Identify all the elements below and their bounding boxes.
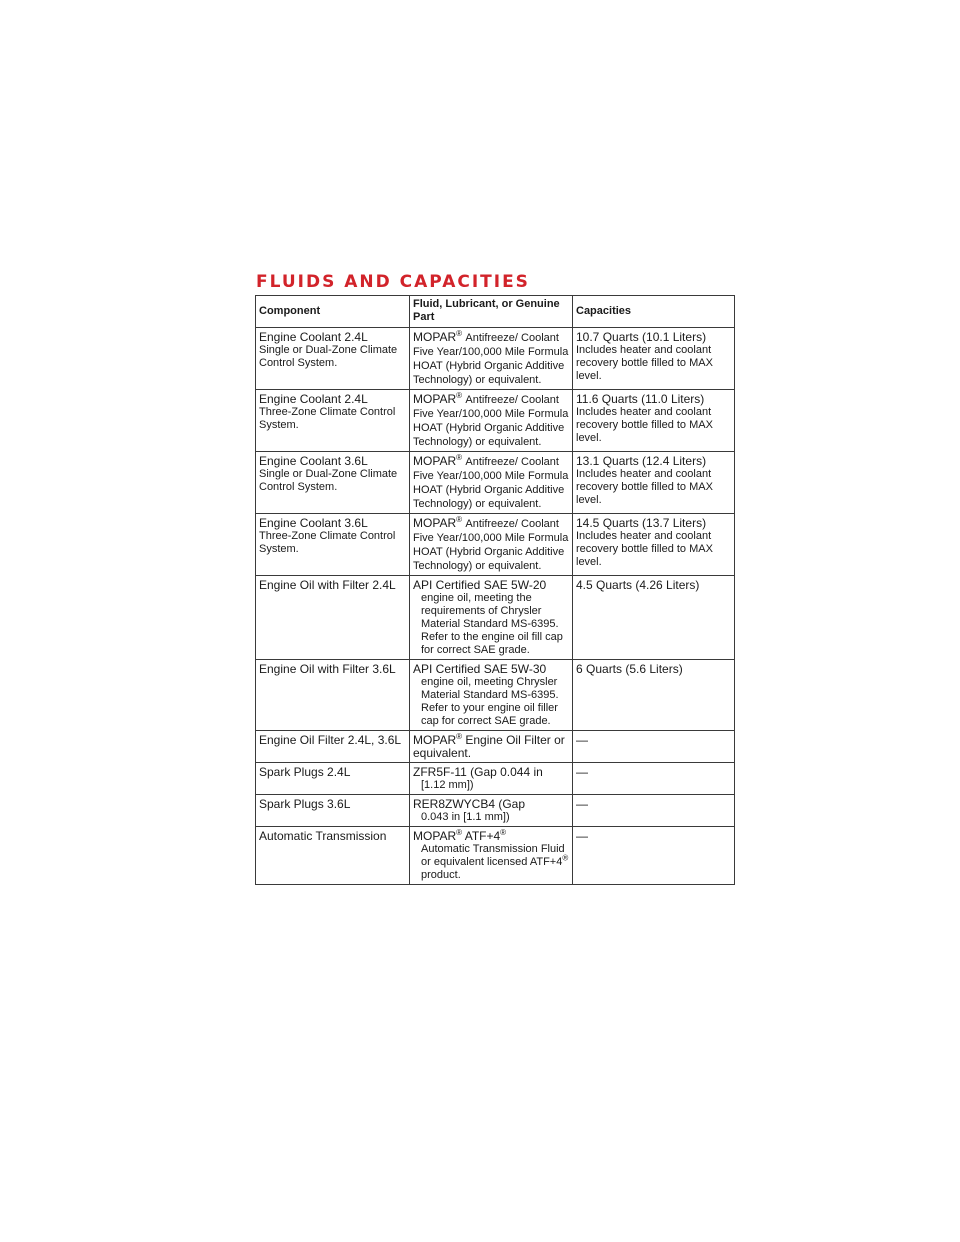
registered-mark: ® (562, 853, 569, 863)
capacity-cell: — (573, 827, 735, 885)
registered-mark: ® (456, 828, 463, 837)
registered-mark: ® (456, 329, 463, 338)
capacity-cell: 13.1 Quarts (12.4 Liters) Includes heater and coolant recovery bottle filled to MAX level. (573, 452, 735, 514)
table-row (256, 576, 735, 660)
capacity-cell: 6 Quarts (5.6 Liters) (573, 660, 735, 731)
component-cell: Engine Coolant 2.4L Single or Dual-Zone Climate Control System. (256, 328, 410, 390)
fluid-cell: MOPAR® Antifreeze/ Coolant Five Year/100,000 Mile Formula HOAT (Hybrid Organic Additive Technology) or equivalent. (410, 452, 573, 514)
table-header-row (256, 296, 735, 328)
section-title: FLUIDS AND CAPACITIES (256, 272, 530, 292)
fluid-cell: RER8ZWYCB4 (Gap 0.043 in [1.1 mm]) (410, 795, 573, 827)
fluid-cell: MOPAR® Engine Oil Filter or equivalent. (410, 731, 573, 763)
registered-mark: ® (500, 828, 507, 837)
component-cell: Engine Coolant 3.6L Single or Dual-Zone Climate Control System. (256, 452, 410, 514)
registered-mark: ® (456, 732, 463, 741)
table-row (256, 390, 735, 452)
capacity-cell: 14.5 Quarts (13.7 Liters) Includes heater and coolant recovery bottle filled to MAX level. (573, 514, 735, 576)
registered-mark: ® (456, 453, 463, 462)
fluid-cell: MOPAR® Antifreeze/ Coolant Five Year/100,000 Mile Formula HOAT (Hybrid Organic Additive Technology) or equivalent. (410, 328, 573, 390)
capacity-cell: 10.7 Quarts (10.1 Liters) Includes heater and coolant recovery bottle filled to MAX level. (573, 328, 735, 390)
fluid-cell: MOPAR® ATF+4® Automatic Transmission Fluid or equivalent licensed ATF+4® product. (410, 827, 573, 885)
table-row (256, 514, 735, 576)
header-component: Component (256, 296, 410, 328)
fluid-cell: MOPAR® Antifreeze/ Coolant Five Year/100,000 Mile Formula HOAT (Hybrid Organic Additive Technology) or equivalent. (410, 390, 573, 452)
component-cell: Engine Coolant 2.4L Three-Zone Climate Control System. (256, 390, 410, 452)
table-row (256, 763, 735, 795)
component-cell: Engine Oil Filter 2.4L, 3.6L (256, 731, 410, 763)
fluid-cell: ZFR5F-11 (Gap 0.044 in [1.12 mm]) (410, 763, 573, 795)
table-row (256, 660, 735, 731)
component-cell: Automatic Transmission (256, 827, 410, 885)
registered-mark: ® (456, 515, 463, 524)
component-cell: Spark Plugs 2.4L (256, 763, 410, 795)
component-cell: Spark Plugs 3.6L (256, 795, 410, 827)
table-row (256, 827, 735, 885)
table-row (256, 452, 735, 514)
component-cell: Engine Oil with Filter 2.4L (256, 576, 410, 660)
capacity-cell: 11.6 Quarts (11.0 Liters) Includes heater and coolant recovery bottle filled to MAX level. (573, 390, 735, 452)
fluid-cell: MOPAR® Antifreeze/ Coolant Five Year/100,000 Mile Formula HOAT (Hybrid Organic Additive Technology) or equivalent. (410, 514, 573, 576)
header-capacities: Capacities (573, 296, 735, 328)
header-fluid: Fluid, Lubricant, or Genuine Part (410, 296, 573, 328)
capacity-cell: 4.5 Quarts (4.26 Liters) (573, 576, 735, 660)
fluid-cell: API Certified SAE 5W-20 engine oil, meeting the requirements of Chrysler Material Standard MS-6395. Refer to the engine oil fill cap for correct SAE grade. (410, 576, 573, 660)
capacity-cell: — (573, 795, 735, 827)
fluid-cell: API Certified SAE 5W-30 engine oil, meeting Chrysler Material Standard MS-6395. Refer to your engine oil filler cap for correct SAE grade. (410, 660, 573, 731)
table-body (256, 328, 735, 885)
registered-mark: ® (456, 391, 463, 400)
capacity-cell: — (573, 763, 735, 795)
table-row (256, 328, 735, 390)
component-cell: Engine Oil with Filter 3.6L (256, 660, 410, 731)
table-row (256, 731, 735, 763)
fluids-capacities-table (255, 295, 735, 885)
table-row (256, 795, 735, 827)
capacity-cell: — (573, 731, 735, 763)
component-cell: Engine Coolant 3.6L Three-Zone Climate Control System. (256, 514, 410, 576)
